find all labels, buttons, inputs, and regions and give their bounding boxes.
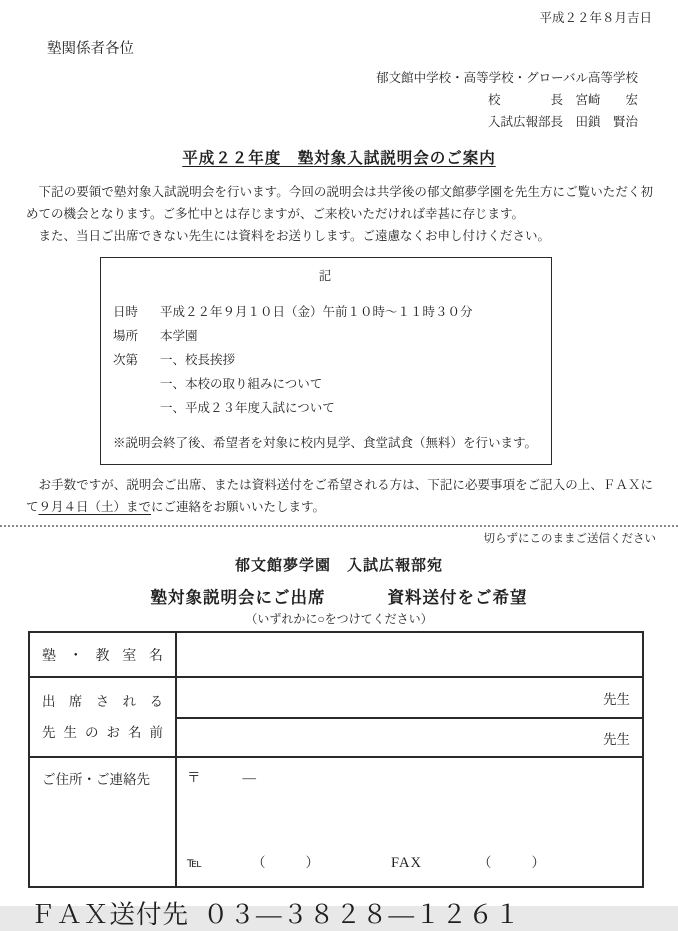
option-request-materials[interactable]: 資料送付をご希望 <box>387 588 528 607</box>
fax-destination-number: ０３―３８２８―１２６１ <box>203 900 522 929</box>
teacher-suffix-1: 先生 <box>603 691 630 707</box>
do-not-cut-note: 切らずにこのままご送信ください <box>483 533 656 545</box>
sender-school-name: 郁文館中学校・高等学校・グローバル高等学校 <box>376 71 638 85</box>
notice-item-agenda-2: 一、本校の取り組みについて <box>160 377 323 391</box>
notice-item-place: 場所 本学園 <box>113 329 198 343</box>
teacher-suffix-2: 先生 <box>603 731 630 747</box>
circle-instruction: （いずれかに○をつけてください） <box>245 612 433 626</box>
address-input-area[interactable] <box>176 757 643 887</box>
tel-label: ℡ <box>187 856 203 871</box>
cut-here-dotted-line <box>0 525 678 527</box>
notice-item-agenda-3: 一、平成２３年度入試について <box>160 401 335 415</box>
deadline-underlined: ９月４日（土）まで <box>38 500 152 514</box>
sender-admissions-head: 入試広報部長 田鎖 賢治 <box>487 115 638 129</box>
fax-destination-label: ＦＡＸ送付先 <box>30 900 190 929</box>
sender-block <box>0 67 638 133</box>
postal-mark: 〒 <box>187 770 201 785</box>
fax-destination-line <box>30 895 678 931</box>
intro-paragraph-2: また、当日ご出席できない先生には資料をお送りします。ご遠慮なくお申し付けください。 <box>26 229 551 243</box>
notice-item-datetime: 日時 平成２２年９月１０日（金）午前１０時～１１時３０分 <box>113 305 473 319</box>
reply-options <box>0 584 678 608</box>
teacher-name-input-area-1[interactable] <box>176 677 643 718</box>
form-label-address: ご住所・ご連絡先 <box>29 757 176 887</box>
reply-form-table <box>28 631 644 888</box>
form-label-attending-teachers: 出 席 さ れ る 先 生 の お 名 前 <box>29 677 176 757</box>
intro-paragraph-1: 下記の要領で塾対象入試説明会を行います。今回の説明会は共学後の郁文館夢学園を先生方にご覧いただく初めての機会となります。ご多忙中とは存じますが、ご来校いただければ幸甚に存じます。 <box>26 185 653 221</box>
postal-code-line <box>187 766 632 786</box>
intro-paragraphs <box>26 181 653 247</box>
document-date: 平成２２年８月吉日 <box>539 11 652 25</box>
notice-item-agenda-1: 次第 一、校長挨拶 <box>113 353 236 367</box>
tel-fax-line: ℡ （ ） FAX （ ） <box>187 855 545 871</box>
option-attend[interactable]: 塾対象説明会にご出席 <box>150 588 326 607</box>
teacher-name-input-area-2[interactable] <box>176 718 643 757</box>
postal-dash: ― <box>242 770 256 785</box>
notice-footnote: ※説明会終了後、希望者を対象に校内見学、食堂試食（無料）を行います。 <box>113 436 538 450</box>
reply-addressee: 郁文館夢学園 入試広報部宛 <box>234 558 443 574</box>
sender-principal: 校 長 宮崎 宏 <box>487 93 638 107</box>
document-title: 平成２２年度 塾対象入試説明会のご案内 <box>182 150 496 167</box>
salutation: 塾関係者各位 <box>47 41 134 57</box>
notice-box <box>100 257 552 465</box>
request-paragraph: お手数ですが、説明会ご出席、または資料送付をご希望される方は、下記に必要事項をご記入の上、ＦＡＸにて９月４日（土）までにご連絡をお願いいたします。 <box>26 478 653 514</box>
notice-heading: 記 <box>318 269 332 283</box>
school-name-input-area[interactable] <box>176 632 643 677</box>
fax-label: FAX <box>391 855 422 871</box>
form-label-school-name: 塾 ・ 教 室 名 <box>29 632 176 677</box>
